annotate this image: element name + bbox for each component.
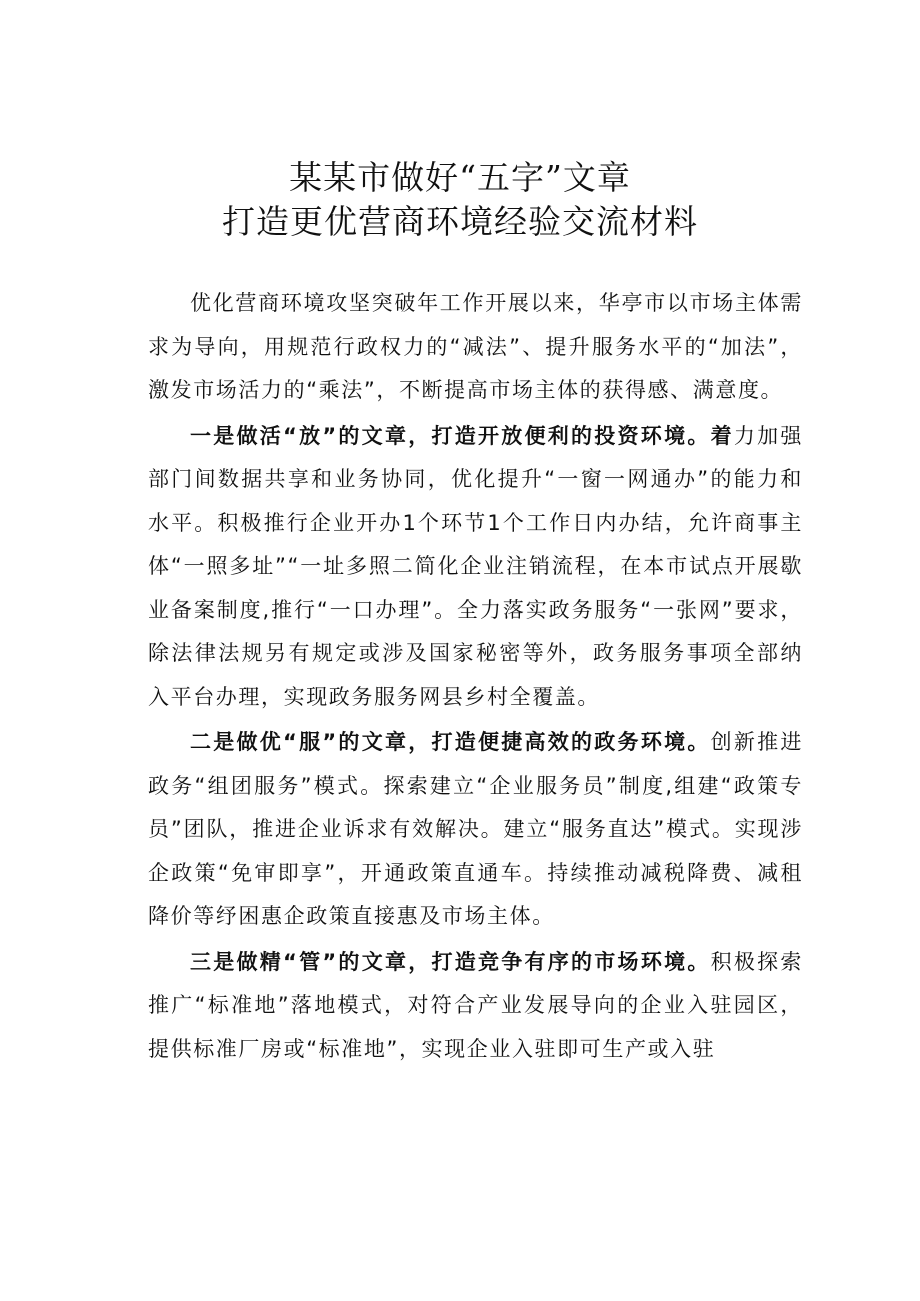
paragraph-point-1 <box>148 415 803 720</box>
document-body <box>148 282 803 1073</box>
paragraph-lead: 一是做活“放”的文章，打造开放便利的投资环境。着 <box>190 423 734 448</box>
paragraph-text: 优化营商环境攻坚突破年工作开展以来，华亭市以市场主体需求为导向，用规范行政权力的“减法”、提升服务水平的“加法”，激发市场活力的“乘法”，不断提高市场主体的获得感、满意度。 <box>148 291 803 402</box>
paragraph-text: 积极探索推广“标准地”落地模式，对符合产业发展导向的企业入驻园区，提供标准厂房或“标准地”，实现企业入驻即可生产或入驻 <box>148 949 803 1061</box>
document-title-line-1: 某某市做好“五字”文章 <box>289 158 631 197</box>
paragraph-intro <box>148 282 803 413</box>
paragraph-lead: 三是做精“管”的文章，打造竞争有序的市场环境。 <box>190 949 711 974</box>
paragraph-point-3 <box>148 941 803 1072</box>
paragraph-lead: 二是做优“服”的文章，打造便捷高效的政务环境。 <box>190 730 711 754</box>
paragraph-point-2 <box>148 721 803 939</box>
document-title-line-2: 打造更优营商环境经验交流材料 <box>222 202 698 241</box>
paragraph-text: 力加强部门间数据共享和业务协同，优化提升“一窗一网通办”的能力和水平。积极推行企业开办1个环节1个工作日内办结，允许商事主体“一照多址”“一址多照二简化企业注销流程，在本市试点开展歇业备案制度,推行“一口办理”。全力落实政务服务“一张网”要求，除法律法规另有规定或涉及国家秘密等外，政务服务事项全部纳入平台办理，实现政务服务网县乡村全覆盖。 <box>148 423 803 709</box>
paragraph-text: 创新推进政务“组团服务”模式。探索建立“企业服务员”制度,组建“政策专员”团队，推进企业诉求有效解决。建立“服务直达”模式。实现涉企政策“免审即享”，开通政策直通车。持续推动减税降费、减租降价等纾困惠企政策直接惠及市场主体。 <box>148 730 803 928</box>
